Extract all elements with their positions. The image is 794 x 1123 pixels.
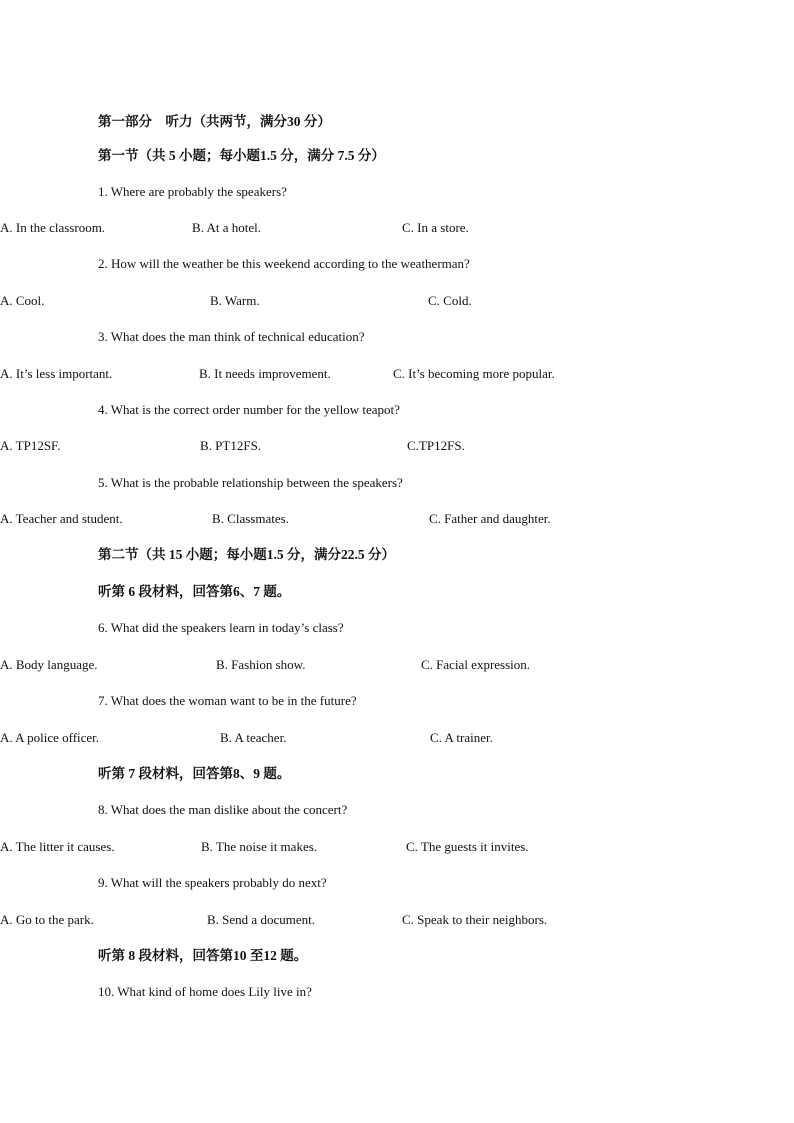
option-6c: C. Facial expression. [421, 657, 531, 672]
option-4a: A. TP12SF. [0, 438, 61, 453]
option-8b: B. The noise it makes. [201, 839, 318, 854]
option-1a: A. In the classroom. [0, 220, 106, 235]
option-4c: C.TP12FS. [407, 438, 465, 453]
option-8a: A. The litter it causes. [0, 839, 115, 854]
options-8 [0, 839, 700, 855]
option-9a: A. Go to the park. [0, 912, 94, 927]
part-title: 第一部分 听力（共两节，满分30 分） [98, 114, 331, 129]
option-9c: C. Speak to their neighbors. [402, 912, 548, 927]
options-2 [0, 293, 700, 309]
question-5: 5. What is the probable relationship between the speakers? [98, 475, 403, 490]
question-3: 3. What does the man think of technical education? [98, 329, 365, 344]
option-2b: B. Warm. [210, 293, 260, 308]
question-2: 2. How will the weather be this weekend according to the weatherman? [98, 256, 470, 271]
question-10: 10. What kind of home does Lily live in? [98, 984, 312, 999]
option-3a: A. It’s less important. [0, 366, 113, 381]
option-9b: B. Send a document. [207, 912, 315, 927]
option-7c: C. A trainer. [430, 730, 493, 745]
option-6a: A. Body language. [0, 657, 98, 672]
options-5 [0, 511, 700, 527]
group6-instruction: 听第 6 段材料，回答第6、7 题。 [98, 584, 291, 599]
section1-title: 第一节（共 5 小题；每小题1.5 分，满分 7.5 分） [98, 148, 385, 163]
option-5a: A. Teacher and student. [0, 511, 123, 526]
option-5b: B. Classmates. [212, 511, 289, 526]
option-3b: B. It needs improvement. [199, 366, 331, 381]
section2-title: 第二节（共 15 小题；每小题1.5 分，满分22.5 分） [98, 547, 395, 562]
options-7 [0, 730, 700, 746]
group8-instruction: 听第 8 段材料，回答第10 至12 题。 [98, 948, 308, 963]
group7-instruction: 听第 7 段材料，回答第8、9 题。 [98, 766, 291, 781]
option-4b: B. PT12FS. [200, 438, 262, 453]
option-3c: C. It’s becoming more popular. [393, 366, 555, 381]
option-8c: C. The guests it invites. [406, 839, 529, 854]
question-8: 8. What does the man dislike about the concert? [98, 802, 348, 817]
option-1b: B. At a hotel. [192, 220, 261, 235]
options-3 [0, 366, 700, 382]
option-7a: A. A police officer. [0, 730, 100, 745]
options-6 [0, 657, 700, 673]
options-9 [0, 912, 700, 928]
option-6b: B. Fashion show. [216, 657, 306, 672]
option-1c: C. In a store. [402, 220, 469, 235]
option-7b: B. A teacher. [220, 730, 287, 745]
question-4: 4. What is the correct order number for the yellow teapot? [98, 402, 400, 417]
option-5c: C. Father and daughter. [429, 511, 551, 526]
option-2a: A. Cool. [0, 293, 45, 308]
question-6: 6. What did the speakers learn in today’s class? [98, 620, 344, 635]
options-1 [0, 220, 700, 236]
question-1: 1. Where are probably the speakers? [98, 184, 287, 199]
options-4 [0, 438, 700, 454]
option-2c: C. Cold. [428, 293, 472, 308]
question-9: 9. What will the speakers probably do next? [98, 875, 327, 890]
question-7: 7. What does the woman want to be in the future? [98, 693, 357, 708]
